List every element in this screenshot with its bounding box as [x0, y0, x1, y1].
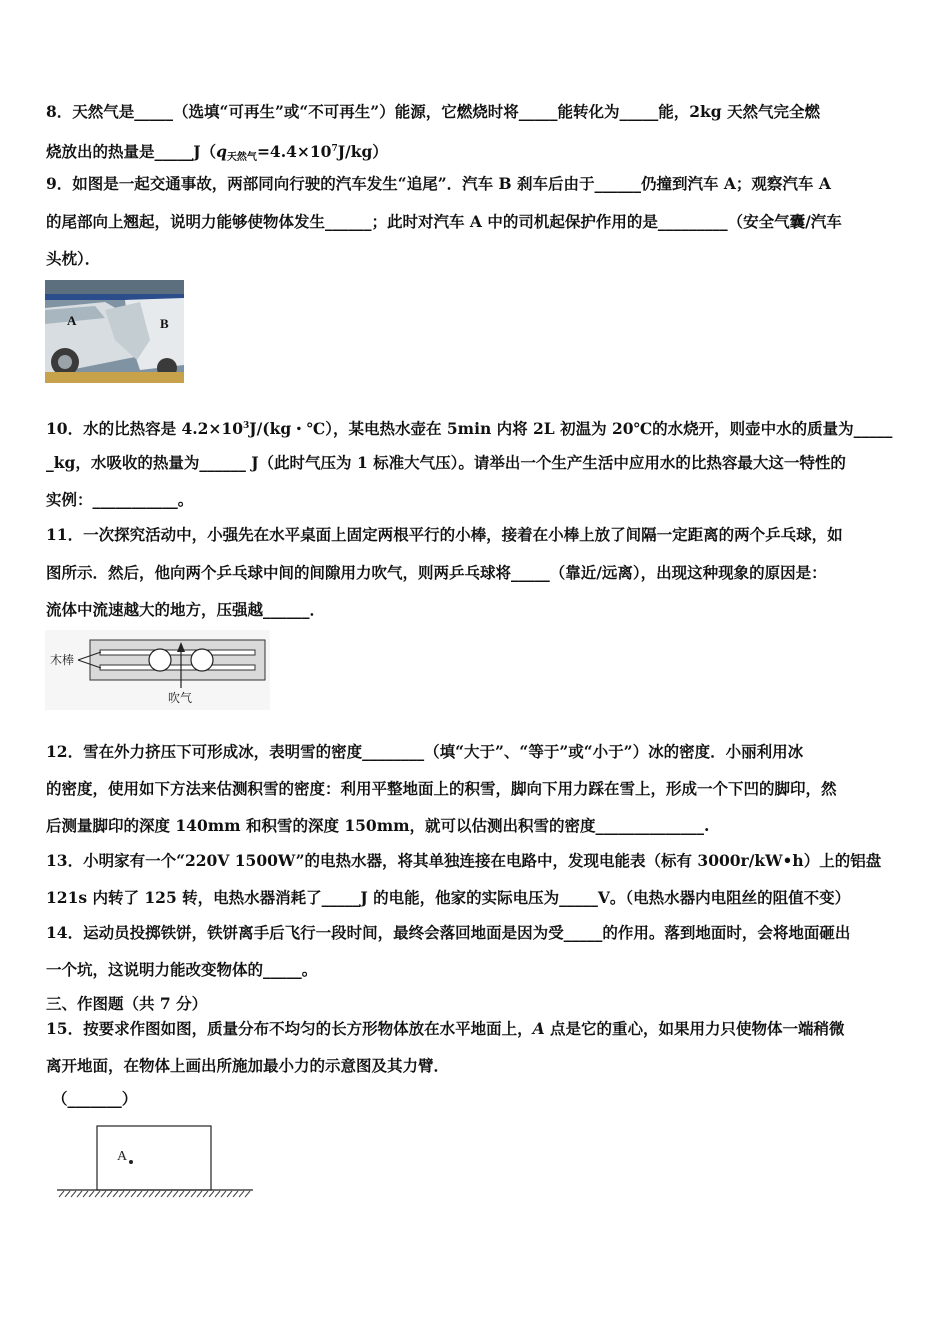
q10-exponent: 3 — [243, 421, 250, 431]
q8-q-value: =4.4×10 — [256, 142, 332, 161]
q15-line-1 — [46, 1019, 845, 1039]
q12-line-1: 12．雪在外力挤压下可形成冰，表明雪的密度________（填“大于”、“等于”或“小于”）冰的密度．小丽利用冰 — [46, 742, 804, 761]
q8-q-subscript: 天然气 — [226, 152, 257, 163]
ping-pong-figure — [45, 630, 270, 710]
q9-line-2: 的尾部向上翘起，说明力能够使物体发生______；此时对汽车 A 中的司机起保护作用的是_________（安全气囊/汽车 — [46, 212, 842, 231]
q11-line-2: 图所示．然后，他向两个乒乓球中间的间隙用力吹气，则两乒乓球将_____（靠近/远离），出现这种现象的原因是： — [46, 563, 827, 582]
q9-line-3: 头枕）． — [46, 249, 101, 268]
q15-line-1-text: 15．按要求作图如图，质量分布不均匀的长方形物体放在水平地面上， — [46, 1019, 533, 1038]
q11-line-1: 11．一次探究活动中，小强先在水平桌面上固定两根平行的小棒，接着在小棒上放了间隔一定距离的两个乒乓球，如 — [46, 525, 843, 544]
q9-line-1: 9．如图是一起交通事故，两部同向行驶的汽车发生“追尾”．汽车 B 刹车后由于______仍撞到汽车 A；观察汽车 A — [46, 174, 831, 193]
q8-q-exponent: 7 — [331, 144, 338, 154]
q10-line-3: 实例：___________。 — [46, 490, 194, 509]
ping-pong-drawing — [45, 630, 270, 710]
q15-line-2: 离开地面，在物体上画出所施加最小力的示意图及其力臂． — [46, 1056, 450, 1075]
q14-line-1: 14．运动员投掷铁饼，铁饼离手后飞行一段时间，最终会落回地面是因为受_____的作用。落到地面时，会将地面砸出 — [46, 923, 851, 942]
section-3-title: 三、作图题（共 7 分） — [46, 994, 208, 1013]
box-on-ground-figure — [55, 1120, 255, 1200]
center-of-gravity-label: A — [117, 1149, 128, 1164]
q15-point-a: A — [532, 1019, 545, 1038]
q10-line-1-text: 10．水的比热容是 4.2×10 — [46, 419, 243, 438]
center-of-gravity-point — [129, 1160, 133, 1164]
q10-line-1-rest: J/(kg・℃），某电热水壶在 5min 内将 2L 初温为 20℃的水烧开，则壶中水的质量为_____ — [249, 419, 893, 438]
q13-line-2: 121s 内转了 125 转，电热水器消耗了_____J 的电能，他家的实际电压为_____V。（电热水器内电阻丝的阻值不变） — [46, 888, 851, 907]
q10-line-1 — [46, 416, 892, 439]
q8-line-2 — [46, 139, 388, 168]
q10-line-2: _kg，水吸收的热量为______ J（此时气压为 1 标准大气压）。请举出一个生产生活中应用水的比热容最大这一特性的 — [46, 453, 846, 472]
q8-line-1: 8．天然气是_____（选填“可再生”或“不可再生”）能源，它燃烧时将_____能转化为_____能，2kg 天然气完全燃 — [46, 102, 820, 121]
blow-label: 吹气 — [168, 691, 193, 705]
stick-label: 木棒 — [50, 653, 75, 667]
car-a-label: A — [67, 313, 77, 328]
q11-line-3: 流体中流速越大的地方，压强越______． — [46, 600, 326, 619]
q15-line-1-rest: 点是它的重心，如果用力只使物体一端稍微 — [544, 1019, 845, 1038]
q12-line-3: 后测量脚印的深度 140mm 和积雪的深度 150mm，就可以估测出积雪的密度______________. — [46, 816, 710, 835]
q8-line-2-text: 烧放出的热量是_____J（ — [46, 142, 217, 161]
car-accident-drawing — [45, 280, 184, 383]
q15-answer-blank: （_______） — [52, 1089, 138, 1108]
q14-line-2: 一个坑，这说明力能改变物体的_____。 — [46, 960, 318, 979]
q8-q-unit: J/kg） — [337, 142, 388, 161]
car-accident-photo — [45, 280, 184, 383]
q12-line-2: 的密度，使用如下方法来估测积雪的密度：利用平整地面上的积雪，脚向下用力踩在雪上，形成一个下凹的脚印，然 — [46, 779, 837, 798]
car-b-label: B — [160, 316, 169, 331]
q8-q-symbol: q — [216, 142, 227, 161]
q13-line-1: 13．小明家有一个“220V 1500W”的电热水器，将其单独连接在电路中，发现电能表（标有 3000r/kW•h）上的铝盘 — [46, 851, 882, 870]
box-on-ground-drawing — [55, 1120, 255, 1200]
